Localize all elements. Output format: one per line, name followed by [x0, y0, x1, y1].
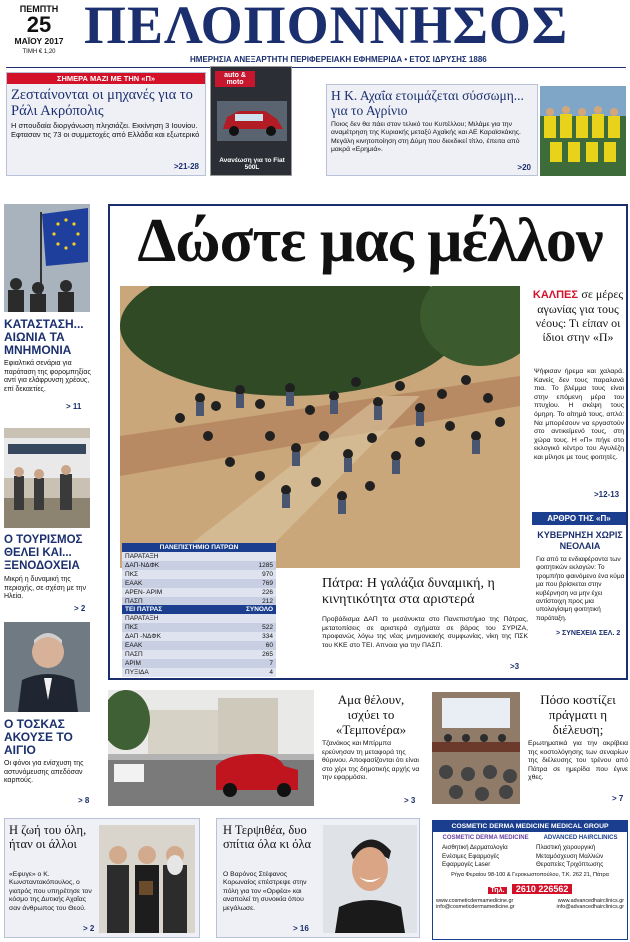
ad-logos: [433, 832, 627, 844]
crisis-body: Εφιαλτικά σενάρια για παράταση της φορομπηξίας αντί για ελάφρυνση χρέους, επί δεκαετίες.: [4, 360, 91, 393]
university-party-name: ΑΡΕΝ- ΑΡΙΜ: [125, 589, 163, 596]
day-label: ΠΕΜΠΤΗ: [19, 4, 59, 14]
tei-table-row: [122, 668, 276, 677]
university-table-row: [122, 561, 276, 570]
tei-table-row: [122, 659, 276, 668]
tei-party-name: ΕΑΑΚ: [125, 642, 143, 649]
tei-table-row: [122, 623, 276, 632]
fiat-car-photo: [217, 101, 287, 141]
day-number: 25: [26, 12, 52, 37]
terpsithea-headline: Η Τερψιθέα, δυο σπίτια όλα κι όλα: [223, 823, 312, 851]
football-team-photo: [540, 86, 626, 176]
results-body: Προβάδισμα ΔΑΠ το μεσάνυκτα στο Πανεπιστήμιο της Πάτρας, μετατοπίσεις σε αριστερά σχήματα σε βάρος του ΣΥΡΙΖΑ, προφανώς λόγω της νέας μνημονιακής συμφωνίας, νίκη της ΠΣΚ του ΚΚΕ στο ΤΕΙ. Απνοια για την ΠΑΣΠ.: [322, 616, 528, 649]
results-ref: >3: [510, 662, 520, 671]
university-party-name: ΕΑΑΚ: [125, 580, 143, 587]
rally-headline: Ζεσταίνονται οι μηχανές για το Ράλι Ακρόπολις: [11, 87, 193, 119]
tei-vote-count: 522: [262, 624, 273, 631]
tempo-body: Τζανάκος και Μπίρμπα ερεύνησαν τη μεταφορά της θύρινου. Αποφασίζονται ότι είναι στο χέρι της δημοτικής αρχής να την εφαρμόσει.: [322, 740, 420, 782]
tei-table-title-left: ΤΕΙ ΠΑΤΡΑΣ: [125, 606, 163, 613]
terpsithea-body: Ο Βαρόνος Στέφανος Κορωναίος επέστρεψε στην πόλη για τον «Ορφέα» και αναπολεί τη συνοικία όπου μεγάλωσε.: [223, 871, 307, 912]
singer-portrait-photo: [323, 825, 417, 933]
tei-vote-count: [233, 614, 273, 623]
conference-photo: [432, 692, 520, 804]
ad-service-item: Θεραπείες Τριχόπτωσης: [536, 861, 604, 868]
ad-title: COSMETIC DERMA MEDICINE MEDICAL GROUP: [433, 821, 627, 832]
terpsithea-story[interactable]: [216, 818, 420, 938]
ad-logo-derma: COSMETIC DERMA MEDICINE: [442, 835, 529, 841]
elections-kicker: ΚΑΛΠΕΣ: [532, 289, 578, 301]
price-label: ΤΙΜΗ € 1,20: [22, 49, 56, 55]
auto-moto-insert[interactable]: [210, 66, 292, 176]
tourists-bus-photo: [4, 428, 90, 528]
university-party-name: ΔΑΠ-ΝΔΦΚ: [125, 562, 160, 569]
ad-phone-line: [433, 878, 627, 898]
toskas-ref: > 8: [78, 796, 90, 805]
main-headline[interactable]: Δώστε μας μέλλον: [137, 207, 603, 275]
tei-table-title: [122, 605, 276, 614]
university-table-row: [122, 552, 276, 561]
tei-vote-count: 7: [269, 660, 273, 667]
tei-vote-count: 265: [262, 651, 273, 658]
students-square-photo: [120, 286, 520, 568]
crisis-headline[interactable]: ΚΑΤΑΣΤΑΣΗ... ΑΙΩΝΙΑ ΤΑ ΜΝΗΜΟΝΙΑ: [4, 317, 84, 357]
newspaper-subtitle: ΗΜΕΡΗΣΙΑ ΑΝΕΞΑΡΤΗΤΗ ΠΕΡΙΦΕΡΕΙΑΚΗ ΕΦΗΜΕΡΙΔΑ • ΕΤΟΣ ΙΔΡΥΣΗΣ 1886: [190, 55, 487, 64]
tourism-body: Μικρή η δυναμική της περιοχής, σε σχέση με την Ηλεία.: [4, 576, 86, 600]
ad-service-item: Πλαστική χειρουργική: [536, 844, 596, 851]
results-headline[interactable]: Πάτρα: Η γαλάζια δυναμική, η κινητικότητα στα αριστερά: [322, 576, 495, 607]
life-headline: Η ζωή του όλη, ήταν οι άλλοι: [9, 823, 87, 851]
university-table-row: [122, 588, 276, 597]
university-vote-count: 212: [262, 598, 273, 605]
tei-party-name: ΠΥΞΙΔΑ: [125, 669, 149, 676]
ad-address: Ρήγα Φεραίου 98-100 & Γεροκωστοπούλου, Τ.Κ. 262 21, Πάτρα: [451, 871, 609, 878]
tei-table-row: [122, 632, 276, 641]
date-box: [8, 4, 70, 66]
tei-party-name: ΠΚΣ: [125, 624, 139, 631]
toskas-photo: [4, 622, 90, 712]
ad-services: [433, 844, 627, 870]
opinion-ref[interactable]: > ΣΥΝΕΧΕΙΑ ΣΕΛ. 2: [556, 630, 621, 637]
tei-party-name: ΠΑΡΑΤΑΞΗ: [125, 615, 159, 622]
masthead-rule: [6, 67, 626, 68]
tempo-headline[interactable]: Αμα θέλουν, ισχύει το «Τεμπονέρα»: [335, 692, 407, 737]
university-party-name: ΠΑΡΑΤΑΞΗ: [125, 553, 159, 560]
ad-web1[interactable]: www.cosmeticdermamedicine.gr: [436, 897, 514, 904]
month-year: ΜΑΪΟΥ 2017: [14, 36, 64, 46]
ad-service-item: Εφαρμογές Laser: [442, 861, 491, 868]
elections-title-rest: σε μέρες αγωνίας για τους νέους: Τι είπαν οι ίδιοι στην «Π»: [535, 287, 624, 344]
ad-service-item: Αισθητική Δερματολογία: [442, 844, 508, 851]
doctor-award-photo: [99, 825, 195, 933]
university-vote-count: 226: [262, 589, 273, 596]
ad-mail1[interactable]: info@cosmeticdermamedicine.gr: [436, 903, 515, 910]
elections-side-body: Ψήφισαν ήρεμα και χαλαρά. Κανείς δεν τους παραλανά πια. Το βλέμμα τους είναι στην επόμενη μέρα του πτυχίου. Η σκέψη τους όμηρη. Το αίτημά τους, απλό: Να μπορέσουν να εργαστούν στο αντικείμενό τους, στη χώρα τους. Η «Π» πήγε στο εκλογικό κέντρο του Αγυλέζη και μίλησε με τους φοιτητές.: [534, 368, 624, 461]
university-vote-count: 970: [262, 571, 273, 578]
achaia-ref: >20: [517, 163, 531, 172]
achaia-headline: Η Κ. Αχαΐα ετοιμάζεται σύσσωμη... για το Αγρίνιο: [331, 88, 524, 118]
clinic-advertisement[interactable]: [432, 820, 628, 940]
tei-vote-count: 60: [265, 642, 273, 649]
auto-moto-logo: auto & moto: [215, 71, 255, 87]
achaia-story[interactable]: [326, 84, 538, 176]
ad-logo-hair: ADVANCED HAIRCLINICS: [543, 835, 618, 841]
university-table-title: ΠΑΝΕΠΙΣΤΗΜΙΟ ΠΑΤΡΩΝ: [122, 543, 276, 552]
ad-mail-links: [433, 904, 627, 910]
rally-tag: ΣΗΜΕΡΑ ΜΑΖΙ ΜΕ ΤΗΝ «Π»: [7, 73, 205, 84]
ad-service-item: Μεταμόσχευση Μαλλιών: [536, 852, 604, 860]
university-vote-count: 769: [262, 580, 273, 587]
life-story[interactable]: [4, 818, 200, 938]
university-table-row: [122, 579, 276, 588]
eu-flag-photo: [4, 204, 90, 312]
tei-table-row: [122, 650, 276, 659]
tourism-ref: > 2: [74, 604, 86, 613]
tei-party-name: ΠΑΣΠ: [125, 651, 143, 658]
elections-side-title[interactable]: [532, 287, 624, 344]
tourism-headline[interactable]: Ο ΤΟΥΡΙΣΜΟΣ ΘΕΛΕΙ ΚΑΙ... ΞΕΝΟΔΟΧΕΙΑ: [4, 534, 83, 572]
university-vote-count: 1285: [258, 562, 273, 569]
ad-phone[interactable]: 2610 226562: [512, 884, 573, 894]
life-ref: > 2: [83, 924, 95, 933]
terpsithea-ref: > 16: [293, 924, 309, 933]
opinion-title[interactable]: ΚΥΒΕΡΝΗΣΗ ΧΩΡΙΣ ΝΕΟΛΑΙΑ: [537, 530, 623, 551]
university-vote-count: [233, 552, 273, 561]
rally-body: Η σπουδαία διοργάνωση πλησιάζει. Εκκίνηση 3 Ιουνίου. Εφτασαν τις 73 οι συμμετοχές από Ελλάδα και εξωτερικό: [11, 121, 200, 139]
tei-vote-count: 334: [262, 633, 273, 640]
crisis-ref: > 11: [66, 402, 82, 411]
university-party-name: ΠΑΣΠ: [125, 598, 143, 605]
elections-side-ref: >12-13: [594, 490, 620, 499]
cost-ref: > 7: [612, 794, 624, 803]
university-results-table: [122, 543, 276, 606]
achaia-body: Ποιος δεν θα πάει στον τελικό του Κυπέλλου; Μιλάμε για την αναμέτρηση της Κυριακής μεταξύ Αχαϊκής και ΑΕ Καραϊσκάκης. Μεγάλη κινητοποίηση στη Δύμη που διεκδικεί τίτλο, έπειτα από μακρά «Ερημιά».: [331, 121, 521, 154]
toskas-headline[interactable]: Ο ΤΟΣΚΑΣ ΑΚΟΥΣΕ ΤΟ ΑΙΓΙΟ: [4, 717, 73, 757]
newspaper-title: ΠΕΛΟΠΟΝΝΗΣΟΣ: [84, 0, 569, 55]
rally-ref: >21-28: [173, 162, 199, 171]
toskas-body: Οι φόνοι για ενίσχυση της αστυνόμευσης απεδόσαν καρπούς.: [4, 760, 84, 784]
tei-party-name: ΔΑΠ -ΝΔΦΚ: [125, 633, 161, 640]
rally-story[interactable]: [6, 72, 206, 176]
tei-vote-count: 4: [269, 669, 273, 676]
tempo-ref: > 3: [404, 796, 416, 805]
cost-headline[interactable]: Πόσο κοστίζει πράγματι η διέλευση;: [540, 692, 616, 737]
ad-mail2[interactable]: info@advancedhairclinics.gr: [556, 903, 624, 910]
ad-service-item: Ενέσιμες Εφαρμογές: [442, 852, 500, 860]
tei-table-title-right: ΣΥΝΟΛΟ: [245, 606, 273, 613]
street-cars-photo: [108, 690, 314, 806]
opinion-tag: ΑΡΘΡΟ ΤΗΣ «Π»: [532, 512, 626, 525]
tei-table-row: [122, 641, 276, 650]
auto-moto-caption: Ανανέωση για το Fiat 500L: [219, 157, 285, 171]
ad-web2[interactable]: www.advancedhairclinics.gr: [557, 897, 624, 904]
tei-party-name: ΑΡΙΜ: [125, 660, 141, 667]
university-table-row: [122, 570, 276, 579]
life-body: «Εφυγε» ο Κ. Κωνσταντακόπουλος, ο γιατρός που υπηρέτησε τον κόσμο της Δυτικής Αχαΐας σαν άνθρωπος του Θεού.: [9, 871, 92, 912]
university-party-name: ΠΚΣ: [125, 571, 139, 578]
cost-body: Ερωτηματικά για την ακρίβεια της κοστολόγησης των σεναρίων της διέλευσης του τρένου από Πάτρα σε ημερίδα που έγινε χθες.: [528, 740, 628, 782]
opinion-body: Για από τα ενδιαφέροντα των φοιτητικών εκλογών: Το τρομπήτο φαινόμενο ένα κύμα μα που βρίσκεται στην κυβέρνηση να μην έχει αντίστοιχη προς μια υπολογίσιμη φοιτητική παράταξη.: [536, 556, 625, 622]
tei-results-table: [122, 605, 276, 677]
tei-table-row: [122, 614, 276, 623]
ad-phone-label: Τηλ.: [488, 887, 508, 894]
